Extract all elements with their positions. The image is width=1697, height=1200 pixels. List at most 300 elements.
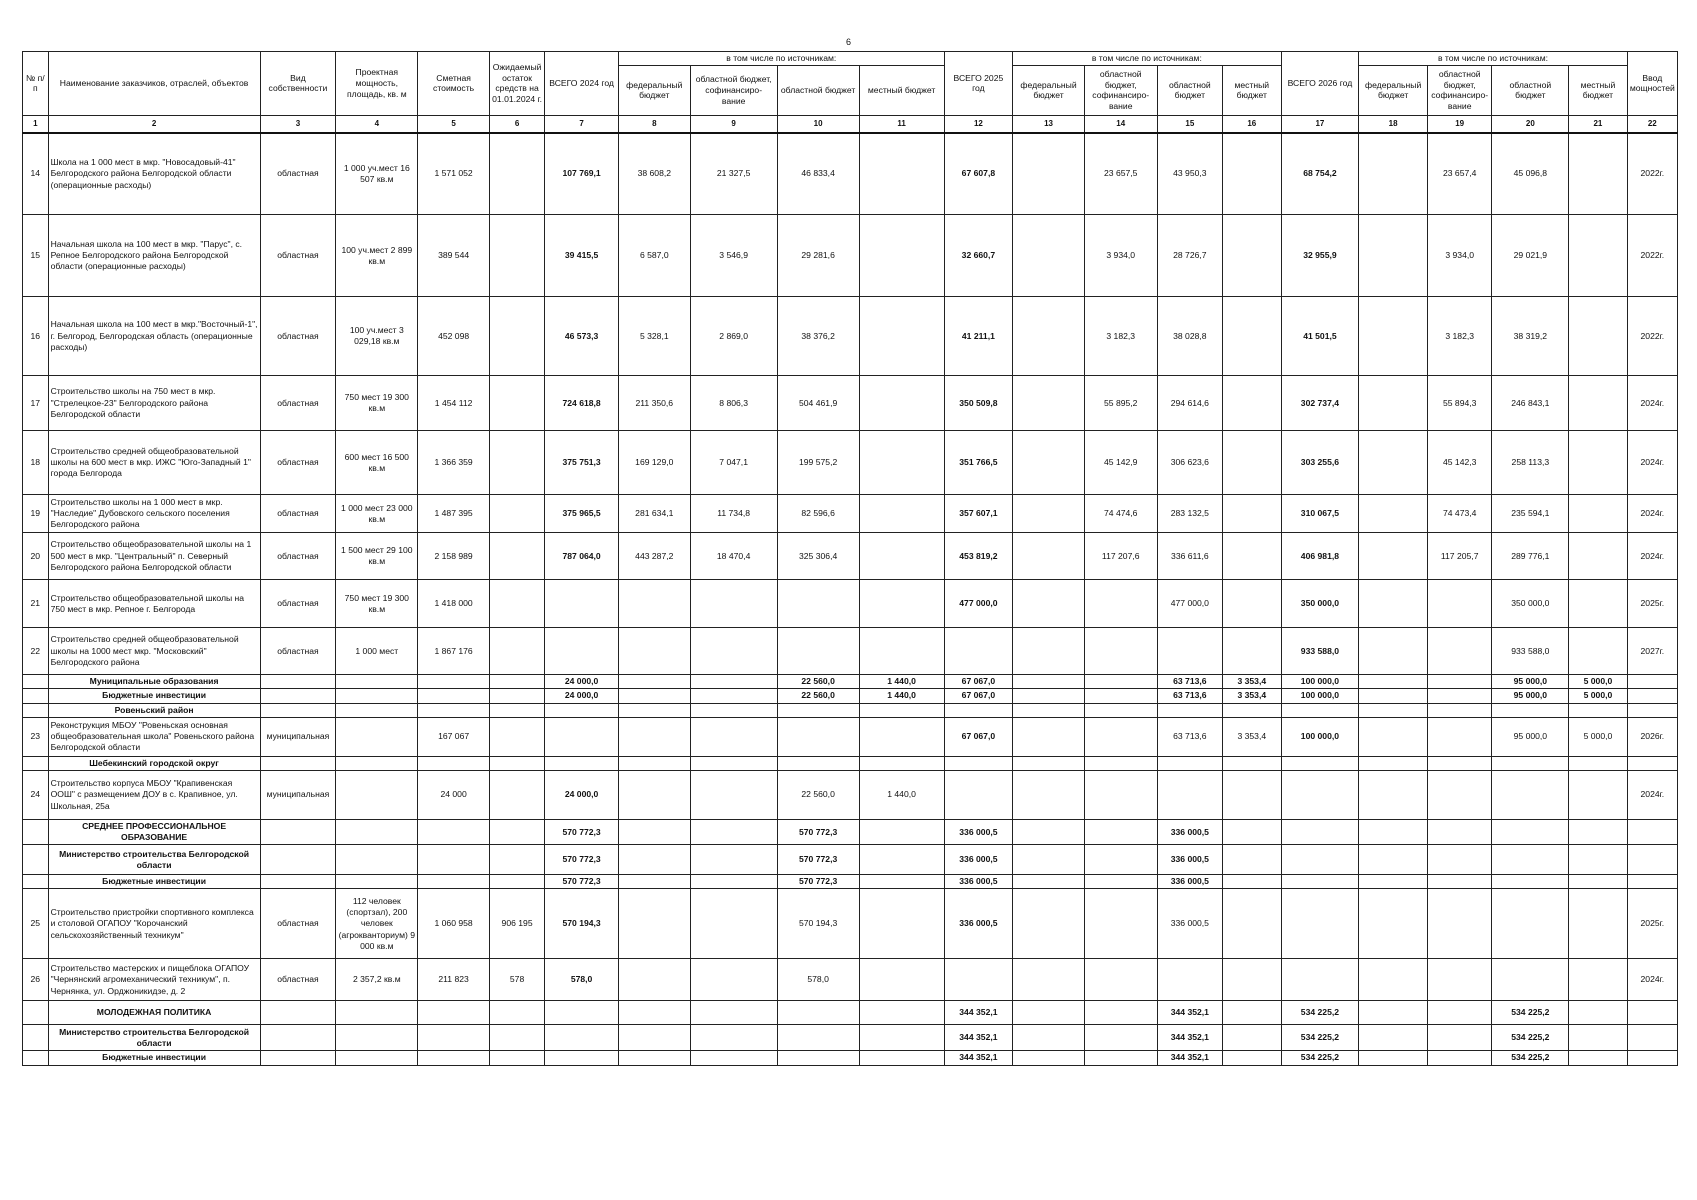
column-number: 14 bbox=[1084, 115, 1157, 133]
table-cell bbox=[1223, 889, 1281, 959]
column-number: 22 bbox=[1627, 115, 1677, 133]
table-cell bbox=[1427, 845, 1492, 875]
table-cell bbox=[418, 875, 490, 889]
table-cell: 570 772,3 bbox=[777, 875, 859, 889]
row-name-cell: Строительство школы на 1 000 мест в мкр. "Наследие" Дубовского сельского поселения Белгородского района bbox=[48, 495, 260, 533]
table-cell bbox=[618, 770, 690, 819]
table-cell bbox=[1013, 770, 1085, 819]
table-cell: областная bbox=[260, 297, 336, 376]
table-cell bbox=[618, 1001, 690, 1025]
table-cell bbox=[1084, 819, 1157, 844]
column-number: 5 bbox=[418, 115, 490, 133]
section-row bbox=[23, 845, 1678, 875]
table-cell: 600 мест 16 500 кв.м bbox=[336, 431, 418, 495]
table-row bbox=[23, 959, 1678, 1001]
table-cell bbox=[1569, 845, 1627, 875]
table-cell: 2024г. bbox=[1627, 959, 1677, 1001]
table-cell: 477 000,0 bbox=[944, 580, 1013, 628]
table-cell bbox=[859, 703, 944, 717]
table-cell: 2024г. bbox=[1627, 495, 1677, 533]
table-cell bbox=[1492, 756, 1569, 770]
column-number: 16 bbox=[1223, 115, 1281, 133]
table-cell bbox=[1281, 756, 1359, 770]
table-cell bbox=[1013, 889, 1085, 959]
table-cell bbox=[489, 297, 544, 376]
table-cell bbox=[1013, 875, 1085, 889]
table-cell: 534 225,2 bbox=[1492, 1001, 1569, 1025]
table-cell bbox=[1627, 1051, 1677, 1065]
table-cell: 1 000 мест bbox=[336, 628, 418, 675]
table-cell bbox=[859, 297, 944, 376]
table-cell bbox=[1084, 703, 1157, 717]
table-cell bbox=[1281, 819, 1359, 844]
table-cell bbox=[1569, 215, 1627, 297]
table-cell bbox=[1427, 628, 1492, 675]
table-cell: 17 bbox=[23, 376, 49, 431]
section-row bbox=[23, 675, 1678, 689]
table-cell bbox=[1013, 431, 1085, 495]
table-cell: 357 607,1 bbox=[944, 495, 1013, 533]
table-cell: 24 bbox=[23, 770, 49, 819]
table-cell: 534 225,2 bbox=[1281, 1025, 1359, 1051]
row-name-cell: Министерство строительства Белгородской области bbox=[48, 845, 260, 875]
row-name-cell: Реконструкция МБОУ "Ровеньская основная общеобразовательная школа" Ровеньского района Белгородской области bbox=[48, 717, 260, 756]
table-cell: 39 415,5 bbox=[545, 215, 619, 297]
table-cell bbox=[944, 959, 1013, 1001]
column-number: 11 bbox=[859, 115, 944, 133]
table-cell: 21 327,5 bbox=[690, 133, 777, 215]
table-cell bbox=[1427, 959, 1492, 1001]
column-number: 12 bbox=[944, 115, 1013, 133]
table-cell bbox=[859, 717, 944, 756]
table-cell: 933 588,0 bbox=[1281, 628, 1359, 675]
section-row bbox=[23, 1001, 1678, 1025]
table-cell: 578,0 bbox=[545, 959, 619, 1001]
table-cell: 55 894,3 bbox=[1427, 376, 1492, 431]
table-cell: 67 067,0 bbox=[944, 689, 1013, 703]
table-cell: 29 281,6 bbox=[777, 215, 859, 297]
table-cell: 11 734,8 bbox=[690, 495, 777, 533]
table-cell: областная bbox=[260, 376, 336, 431]
table-cell bbox=[1084, 756, 1157, 770]
table-cell: 100 уч.мест 3 029,18 кв.м bbox=[336, 297, 418, 376]
table-cell: 45 142,9 bbox=[1084, 431, 1157, 495]
table-cell bbox=[489, 875, 544, 889]
table-cell bbox=[859, 628, 944, 675]
table-cell: 38 319,2 bbox=[1492, 297, 1569, 376]
table-cell bbox=[418, 756, 490, 770]
table-cell bbox=[618, 845, 690, 875]
table-cell bbox=[418, 1001, 490, 1025]
table-cell bbox=[336, 689, 418, 703]
section-row bbox=[23, 703, 1678, 717]
table-cell bbox=[1359, 875, 1428, 889]
table-cell bbox=[859, 1051, 944, 1065]
row-name-cell: Строительство мастерских и пищеблока ОГАПОУ "Чернянский агромеханический техникум", п. Чернянка, ул. Орджоникидзе, д. 2 bbox=[48, 959, 260, 1001]
table-cell bbox=[489, 1051, 544, 1065]
table-row bbox=[23, 717, 1678, 756]
table-cell: 1 418 000 bbox=[418, 580, 490, 628]
column-number: 1 bbox=[23, 115, 49, 133]
header-estimate: Сметная стоимость bbox=[418, 52, 490, 116]
table-cell: 306 623,6 bbox=[1157, 431, 1223, 495]
table-cell bbox=[618, 703, 690, 717]
table-cell: 3 546,9 bbox=[690, 215, 777, 297]
table-cell: 246 843,1 bbox=[1492, 376, 1569, 431]
table-cell: 20 bbox=[23, 533, 49, 580]
table-cell: 906 195 bbox=[489, 889, 544, 959]
table-cell: 336 000,5 bbox=[944, 845, 1013, 875]
table-cell: 5 000,0 bbox=[1569, 717, 1627, 756]
table-cell bbox=[336, 756, 418, 770]
table-cell bbox=[336, 875, 418, 889]
section-row bbox=[23, 819, 1678, 844]
table-cell bbox=[1084, 580, 1157, 628]
table-cell: 336 000,5 bbox=[1157, 845, 1223, 875]
table-cell bbox=[1223, 703, 1281, 717]
table-cell bbox=[260, 845, 336, 875]
table-cell bbox=[944, 628, 1013, 675]
table-cell: 350 000,0 bbox=[1492, 580, 1569, 628]
table-cell: 336 000,5 bbox=[1157, 819, 1223, 844]
table-cell bbox=[418, 819, 490, 844]
table-cell bbox=[336, 1001, 418, 1025]
table-cell: 351 766,5 bbox=[944, 431, 1013, 495]
table-cell: 570 772,3 bbox=[545, 845, 619, 875]
table-cell bbox=[690, 845, 777, 875]
table-cell: 3 934,0 bbox=[1084, 215, 1157, 297]
column-number: 19 bbox=[1427, 115, 1492, 133]
table-cell: 167 067 bbox=[418, 717, 490, 756]
table-cell bbox=[336, 675, 418, 689]
section-row bbox=[23, 756, 1678, 770]
row-name-cell: Бюджетные инвестиции bbox=[48, 689, 260, 703]
table-cell bbox=[489, 1025, 544, 1051]
table-cell bbox=[1359, 376, 1428, 431]
table-cell: 18 bbox=[23, 431, 49, 495]
table-cell bbox=[1281, 875, 1359, 889]
table-cell bbox=[1223, 133, 1281, 215]
table-cell: 74 474,6 bbox=[1084, 495, 1157, 533]
table-cell: 303 255,6 bbox=[1281, 431, 1359, 495]
table-cell bbox=[859, 845, 944, 875]
table-row bbox=[23, 770, 1678, 819]
table-cell bbox=[1223, 819, 1281, 844]
table-cell: 570 772,3 bbox=[777, 845, 859, 875]
table-cell: 23 657,5 bbox=[1084, 133, 1157, 215]
table-cell: 534 225,2 bbox=[1492, 1051, 1569, 1065]
table-cell: 46 833,4 bbox=[777, 133, 859, 215]
table-cell: 570 772,3 bbox=[545, 875, 619, 889]
table-cell: 1 454 112 bbox=[418, 376, 490, 431]
table-cell bbox=[1223, 215, 1281, 297]
row-name-cell: Строительство пристройки спортивного комплекса и столовой ОГАПОУ "Корочанский сельскохозяйственный техникум" bbox=[48, 889, 260, 959]
table-cell: 95 000,0 bbox=[1492, 689, 1569, 703]
table-cell bbox=[690, 689, 777, 703]
table-cell bbox=[489, 689, 544, 703]
table-cell bbox=[1427, 756, 1492, 770]
table-cell: 82 596,6 bbox=[777, 495, 859, 533]
table-cell bbox=[489, 376, 544, 431]
table-cell bbox=[1013, 717, 1085, 756]
table-cell bbox=[1427, 875, 1492, 889]
table-cell: 453 819,2 bbox=[944, 533, 1013, 580]
header-cofin-2025: областной бюджет, софинансиро- вание bbox=[1084, 65, 1157, 115]
table-cell bbox=[859, 1025, 944, 1051]
table-cell bbox=[23, 1001, 49, 1025]
table-cell bbox=[777, 1025, 859, 1051]
table-cell bbox=[690, 959, 777, 1001]
table-cell bbox=[260, 1025, 336, 1051]
table-cell bbox=[1013, 1051, 1085, 1065]
table-cell bbox=[1569, 1051, 1627, 1065]
table-cell: 26 bbox=[23, 959, 49, 1001]
table-cell bbox=[336, 845, 418, 875]
table-cell bbox=[260, 1001, 336, 1025]
table-cell bbox=[859, 959, 944, 1001]
table-cell bbox=[1569, 875, 1627, 889]
table-cell: 22 560,0 bbox=[777, 689, 859, 703]
header-name: Наименование заказчиков, отраслей, объектов bbox=[48, 52, 260, 116]
table-cell bbox=[23, 845, 49, 875]
table-cell bbox=[489, 580, 544, 628]
table-cell: 1 060 958 bbox=[418, 889, 490, 959]
column-number: 10 bbox=[777, 115, 859, 133]
table-cell bbox=[1084, 845, 1157, 875]
table-cell bbox=[859, 889, 944, 959]
table-cell: 32 660,7 bbox=[944, 215, 1013, 297]
header-sources-2024: в том числе по источникам: bbox=[618, 52, 944, 66]
table-cell bbox=[1359, 770, 1428, 819]
table-cell bbox=[1013, 1025, 1085, 1051]
column-number: 20 bbox=[1492, 115, 1569, 133]
table-cell bbox=[1084, 770, 1157, 819]
table-cell: 7 047,1 bbox=[690, 431, 777, 495]
table-cell: 2025г. bbox=[1627, 580, 1677, 628]
table-cell bbox=[336, 717, 418, 756]
table-cell bbox=[1013, 689, 1085, 703]
table-cell bbox=[1427, 889, 1492, 959]
page-number: 6 bbox=[845, 37, 851, 47]
table-cell: областная bbox=[260, 215, 336, 297]
column-number: 21 bbox=[1569, 115, 1627, 133]
table-cell: 67 607,8 bbox=[944, 133, 1013, 215]
table-cell bbox=[1013, 215, 1085, 297]
table-cell bbox=[1359, 215, 1428, 297]
table-cell bbox=[1569, 703, 1627, 717]
table-cell bbox=[1627, 756, 1677, 770]
table-cell bbox=[1013, 845, 1085, 875]
table-cell: 112 человек (спортзал), 200 человек (агрокванториум) 9 000 кв.м bbox=[336, 889, 418, 959]
table-cell: 724 618,8 bbox=[545, 376, 619, 431]
table-cell bbox=[777, 717, 859, 756]
table-cell bbox=[545, 580, 619, 628]
table-cell: областная bbox=[260, 628, 336, 675]
table-cell: 1 000 мест 23 000 кв.м bbox=[336, 495, 418, 533]
row-name-cell: Бюджетные инвестиции bbox=[48, 875, 260, 889]
table-cell: 570 194,3 bbox=[545, 889, 619, 959]
table-cell: 1 487 395 bbox=[418, 495, 490, 533]
table-cell: 2025г. bbox=[1627, 889, 1677, 959]
column-number: 7 bbox=[545, 115, 619, 133]
table-cell: 389 544 bbox=[418, 215, 490, 297]
table-cell: 22 560,0 bbox=[777, 770, 859, 819]
table-cell: 310 067,5 bbox=[1281, 495, 1359, 533]
header-ownership: Вид собственности bbox=[260, 52, 336, 116]
table-cell bbox=[1569, 1025, 1627, 1051]
table-cell: областная bbox=[260, 133, 336, 215]
header-local-2026: местный бюджет bbox=[1569, 65, 1627, 115]
table-cell bbox=[618, 756, 690, 770]
table-cell: областная bbox=[260, 495, 336, 533]
table-cell bbox=[1084, 889, 1157, 959]
header-regional-2024: областной бюджет bbox=[777, 65, 859, 115]
table-cell bbox=[1013, 376, 1085, 431]
table-cell: 336 000,5 bbox=[944, 889, 1013, 959]
row-name-cell: Начальная школа на 100 мест в мкр."Восточный-1", г. Белгород, Белгородская область (операционные расходы) bbox=[48, 297, 260, 376]
table-cell bbox=[1359, 431, 1428, 495]
table-cell: 63 713,6 bbox=[1157, 717, 1223, 756]
table-cell bbox=[1359, 533, 1428, 580]
table-cell: 45 142,3 bbox=[1427, 431, 1492, 495]
table-cell bbox=[489, 628, 544, 675]
header-num: № п/п bbox=[23, 52, 49, 116]
table-cell: 578,0 bbox=[777, 959, 859, 1001]
table-cell bbox=[1359, 889, 1428, 959]
table-cell bbox=[1223, 533, 1281, 580]
table-cell bbox=[618, 875, 690, 889]
table-cell bbox=[1223, 1001, 1281, 1025]
table-cell bbox=[1223, 756, 1281, 770]
table-cell bbox=[1223, 628, 1281, 675]
table-cell: 2022г. bbox=[1627, 215, 1677, 297]
table-cell: 32 955,9 bbox=[1281, 215, 1359, 297]
table-cell bbox=[1627, 675, 1677, 689]
table-cell: муниципальная bbox=[260, 717, 336, 756]
table-cell bbox=[1223, 770, 1281, 819]
table-cell bbox=[1157, 703, 1223, 717]
table-cell bbox=[1359, 297, 1428, 376]
table-cell bbox=[1569, 959, 1627, 1001]
table-cell bbox=[618, 1051, 690, 1065]
table-cell bbox=[944, 703, 1013, 717]
table-cell: 289 776,1 bbox=[1492, 533, 1569, 580]
table-cell bbox=[1569, 628, 1627, 675]
table-cell bbox=[489, 215, 544, 297]
table-row bbox=[23, 133, 1678, 215]
table-cell bbox=[1223, 495, 1281, 533]
table-cell: 406 981,8 bbox=[1281, 533, 1359, 580]
table-cell: 22 bbox=[23, 628, 49, 675]
header-federal-2026: федеральный бюджет bbox=[1359, 65, 1428, 115]
table-cell bbox=[545, 1025, 619, 1051]
table-cell: 15 bbox=[23, 215, 49, 297]
table-cell: 18 470,4 bbox=[690, 533, 777, 580]
table-cell bbox=[1627, 703, 1677, 717]
table-cell bbox=[859, 431, 944, 495]
table-cell: 3 353,4 bbox=[1223, 675, 1281, 689]
table-cell: 21 bbox=[23, 580, 49, 628]
table-cell: 100 уч.мест 2 899 кв.м bbox=[336, 215, 418, 297]
table-cell: 16 bbox=[23, 297, 49, 376]
table-cell bbox=[1627, 689, 1677, 703]
table-cell: 336 000,5 bbox=[1157, 889, 1223, 959]
row-name-cell: Строительство общеобразовательной школы на 1 500 мест в мкр. "Центральный" п. Северный Белгородского района Белгородской области bbox=[48, 533, 260, 580]
header-federal-2025: федеральный бюджет bbox=[1013, 65, 1085, 115]
table-cell bbox=[1084, 628, 1157, 675]
table-cell bbox=[1359, 495, 1428, 533]
table-cell bbox=[489, 431, 544, 495]
table-cell bbox=[1427, 770, 1492, 819]
table-cell: 235 594,1 bbox=[1492, 495, 1569, 533]
table-cell bbox=[1492, 889, 1569, 959]
column-number: 9 bbox=[690, 115, 777, 133]
header-sources-2026: в том числе по источникам: bbox=[1359, 52, 1627, 66]
table-cell: 1 000 уч.мест 16 507 кв.м bbox=[336, 133, 418, 215]
table-cell bbox=[1281, 889, 1359, 959]
table-cell bbox=[489, 756, 544, 770]
header-commission: Ввод мощностей bbox=[1627, 52, 1677, 116]
table-cell bbox=[418, 845, 490, 875]
table-cell: 63 713,6 bbox=[1157, 675, 1223, 689]
table-cell: 1 867 176 bbox=[418, 628, 490, 675]
table-cell bbox=[690, 770, 777, 819]
table-cell: 55 895,2 bbox=[1084, 376, 1157, 431]
table-cell: 23 657,4 bbox=[1427, 133, 1492, 215]
table-cell bbox=[690, 675, 777, 689]
table-cell bbox=[1084, 1001, 1157, 1025]
table-cell: 2024г. bbox=[1627, 431, 1677, 495]
table-cell bbox=[545, 717, 619, 756]
table-cell: 5 000,0 bbox=[1569, 675, 1627, 689]
table-cell: областная bbox=[260, 533, 336, 580]
table-cell bbox=[1013, 297, 1085, 376]
section-row bbox=[23, 1025, 1678, 1051]
table-cell: 95 000,0 bbox=[1492, 717, 1569, 756]
table-cell bbox=[859, 756, 944, 770]
table-cell: 2022г. bbox=[1627, 297, 1677, 376]
table-cell bbox=[690, 580, 777, 628]
row-name-cell: МОЛОДЕЖНАЯ ПОЛИТИКА bbox=[48, 1001, 260, 1025]
table-cell bbox=[1013, 819, 1085, 844]
table-cell: 2024г. bbox=[1627, 533, 1677, 580]
table-cell bbox=[690, 756, 777, 770]
table-cell: 211 823 bbox=[418, 959, 490, 1001]
table-cell: 107 769,1 bbox=[545, 133, 619, 215]
table-cell bbox=[1084, 959, 1157, 1001]
table-cell bbox=[777, 580, 859, 628]
row-name-cell: Строительство общеобразовательной школы на 750 мест в мкр. Репное г. Белгорода bbox=[48, 580, 260, 628]
table-cell bbox=[859, 133, 944, 215]
table-cell: 38 608,2 bbox=[618, 133, 690, 215]
table-cell bbox=[690, 1025, 777, 1051]
table-cell: 933 588,0 bbox=[1492, 628, 1569, 675]
table-cell: 375 965,5 bbox=[545, 495, 619, 533]
column-number: 2 bbox=[48, 115, 260, 133]
table-cell: 477 000,0 bbox=[1157, 580, 1223, 628]
table-cell bbox=[859, 580, 944, 628]
header-federal-2024: федеральный бюджет bbox=[618, 65, 690, 115]
table-cell: 294 614,6 bbox=[1157, 376, 1223, 431]
table-cell: 29 021,9 bbox=[1492, 215, 1569, 297]
table-cell bbox=[1427, 717, 1492, 756]
table-cell bbox=[859, 376, 944, 431]
column-number: 6 bbox=[489, 115, 544, 133]
table-cell: 95 000,0 bbox=[1492, 675, 1569, 689]
table-cell bbox=[418, 703, 490, 717]
table-cell bbox=[944, 756, 1013, 770]
table-cell: 336 611,6 bbox=[1157, 533, 1223, 580]
